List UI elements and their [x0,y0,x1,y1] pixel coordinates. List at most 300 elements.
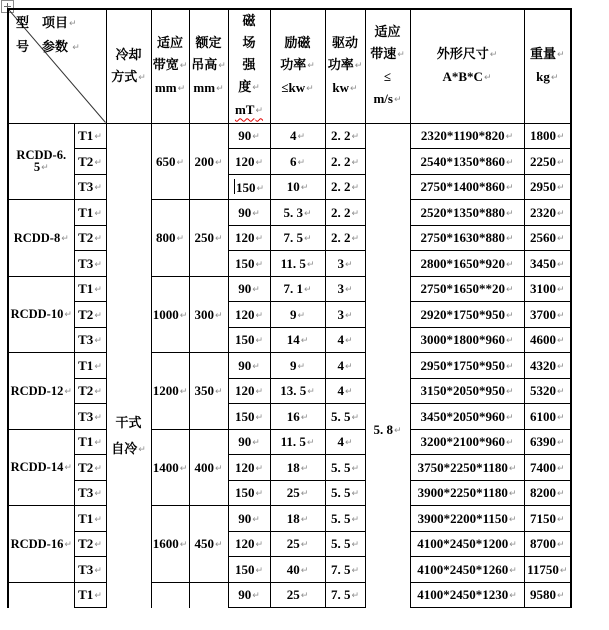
return-mark: ↵ [556,438,565,449]
return-mark: ↵ [306,438,315,449]
return-mark: ↵ [176,234,185,245]
weight-cell[interactable]: 8200↵ [524,480,571,506]
header-line [229,10,270,32]
return-mark: ↵ [351,463,360,474]
corner-bottom-label: 号 参数 ↵ [16,39,80,54]
model-cell[interactable]: RCDD-16↵ [8,506,74,583]
field-strength-cell[interactable]: 150↵ [228,480,270,506]
return-mark: ↵ [179,540,188,551]
excitation-power-cell[interactable]: 7. 5↵ [270,225,325,251]
return-mark: ↵ [397,50,405,61]
header-line [229,32,270,54]
spec-table [7,8,572,608]
return-mark: ↵ [508,463,517,474]
corner-top-label: 型 项目↵ [16,15,77,30]
excitation-power-cell[interactable]: 25↵ [270,531,325,557]
bandwidth-cell[interactable]: 650↵ [151,123,189,200]
type-cell[interactable]: T2↵ [74,149,106,175]
type-cell[interactable]: T2↵ [74,531,106,557]
return-mark: ↵ [300,412,309,423]
drive-power-header[interactable] [325,9,365,123]
return-mark: ↵ [300,463,309,474]
return-mark: ↵ [94,489,102,500]
field-strength-cell[interactable]: 90↵ [228,506,270,532]
return-mark: ↵ [351,234,360,245]
return-mark: ↵ [509,565,517,576]
return-mark: ↵ [179,61,188,72]
bandwidth-cell[interactable] [151,582,189,608]
return-mark: ↵ [252,514,260,525]
table-row [8,225,571,251]
return-mark: ↵ [556,591,565,602]
excitation-power-cell[interactable]: 13. 5↵ [270,378,325,404]
type-cell[interactable]: T1↵ [74,506,106,532]
header-line [366,88,410,111]
weight-cell[interactable]: 6100↵ [524,404,571,430]
field-strength-cell[interactable]: 120↵ [228,149,270,175]
type-cell[interactable]: T3↵ [74,174,106,200]
belt-speed-header[interactable] [365,9,410,123]
return-mark: ↵ [344,438,353,449]
return-mark: ↵ [255,540,264,551]
field-strength-cell[interactable]: 150↵ [228,174,270,200]
drive-power-cell[interactable]: 2. 2↵ [325,200,365,226]
return-mark: ↵ [344,310,353,321]
field-strength-cell[interactable]: 90↵ [228,276,270,302]
return-mark: ↵ [505,361,514,372]
return-mark: ↵ [297,132,306,143]
return-mark: ↵ [505,412,514,423]
bandwidth-header[interactable] [151,9,189,123]
excitation-power-cell[interactable]: 11. 5↵ [270,429,325,455]
return-mark: ↵ [344,336,353,347]
bandwidth-cell[interactable]: 1400↵ [151,429,189,506]
header-line [229,99,270,122]
dims-cell[interactable]: 2750*1650**20↵ [410,276,524,302]
type-cell[interactable]: T3↵ [74,557,106,583]
excitation-power-cell[interactable]: 9↵ [270,302,325,328]
header-line [271,77,325,100]
drive-power-cell[interactable]: 2. 2↵ [325,225,365,251]
header-line [107,44,151,66]
return-mark: ↵ [94,132,102,143]
return-mark: ↵ [255,336,264,347]
return-mark: ↵ [94,591,102,602]
return-mark: ↵ [94,285,102,296]
header-line-text: ≤kw↵ [281,80,314,96]
return-mark: ↵ [344,259,353,270]
hang-height-cell[interactable]: 450↵ [189,506,228,583]
return-mark: ↵ [300,514,309,525]
return-mark: ↵ [300,489,309,500]
header-line-text: 吊高↵ [191,57,226,73]
drive-power-cell[interactable]: 2. 2↵ [325,174,365,200]
bandwidth-cell[interactable]: 800↵ [151,200,189,277]
return-mark: ↵ [505,310,514,321]
excitation-power-cell[interactable]: 25↵ [270,582,325,608]
return-mark: ↵ [64,539,72,550]
drive-power-cell[interactable]: 2. 2↵ [325,123,365,149]
belt-speed-cell[interactable]: 5. 8↵ [365,123,410,608]
model-cell[interactable]: RCDD-10↵ [8,276,74,353]
drive-power-cell[interactable]: 5. 5↵ [325,506,365,532]
return-mark: ↵ [556,463,565,474]
header-line [229,76,270,99]
return-mark: ↵ [179,310,188,321]
table-row [8,557,571,583]
drive-power-cell[interactable]: 5. 5↵ [325,480,365,506]
return-mark: ↵ [214,157,223,168]
type-cell[interactable]: T1↵ [74,582,106,608]
drive-power-cell[interactable]: 3↵ [325,251,365,277]
table-row [8,302,571,328]
type-cell[interactable]: T1↵ [74,123,106,149]
drive-power-cell[interactable]: 7. 5↵ [325,582,365,608]
return-mark: ↵ [556,50,565,61]
return-mark: ↵ [94,208,102,219]
field-strength-cell[interactable]: 150↵ [228,404,270,430]
return-mark: ↵ [214,540,223,551]
return-mark: ↵ [351,157,360,168]
return-mark: ↵ [255,387,264,398]
return-mark: ↵ [351,565,360,576]
return-mark: ↵ [214,387,223,398]
hang-height-cell[interactable]: 350↵ [189,353,228,430]
header-line-text: 带速↵ [370,46,405,62]
weight-cell[interactable]: 2320↵ [524,200,571,226]
excitation-power-cell[interactable]: 7. 1↵ [270,276,325,302]
field-strength-cell[interactable]: 120↵ [228,531,270,557]
dims-cell[interactable]: 2950*1750*950↵ [410,353,524,379]
type-cell[interactable]: T2↵ [74,225,106,251]
dims-cell[interactable]: 4100*2450*1230↵ [410,582,524,608]
excitation-power-cell[interactable]: 5. 3↵ [270,200,325,226]
header-line-text: 方式↵ [111,68,146,84]
weight-cell[interactable]: 9580↵ [524,582,571,608]
field-strength-cell[interactable]: 120↵ [228,455,270,481]
dims-cell[interactable]: 4100*2450*1200↵ [410,531,524,557]
weight-cell[interactable]: 7400↵ [524,455,571,481]
return-mark: ↵ [351,132,360,143]
model-cell[interactable]: RCDD-8↵ [8,200,74,277]
return-mark: ↵ [64,463,72,473]
return-mark: ↵ [505,234,514,245]
excitation-power-cell[interactable]: 9↵ [270,353,325,379]
return-mark: ↵ [94,259,102,270]
hang-height-cell[interactable]: 250↵ [189,200,228,277]
excitation-power-cell[interactable]: 11. 5↵ [270,251,325,277]
return-mark: ↵ [354,61,363,72]
return-mark: ↵ [252,83,260,94]
header-row [8,9,571,123]
return-mark: ↵ [303,285,312,296]
return-mark: ↵ [94,310,102,321]
bandwidth-cell[interactable]: 1000↵ [151,276,189,353]
type-cell[interactable]: T2↵ [74,302,106,328]
return-mark: ↵ [489,50,498,61]
return-mark: ↵ [509,540,517,551]
drive-power-cell[interactable]: 4↵ [325,429,365,455]
return-mark: ↵ [179,463,188,474]
dims-cell[interactable]: 2920*1750*950↵ [410,302,524,328]
weight-cell[interactable]: 5320↵ [524,378,571,404]
table-row [8,353,571,379]
type-cell[interactable]: T1↵ [74,200,106,226]
header-line-text: m/s↵ [373,91,402,107]
excitation-power-cell[interactable]: 6↵ [270,149,325,175]
drive-power-cell[interactable]: 4↵ [325,327,365,353]
header-line [190,54,228,77]
drive-power-cell[interactable]: 2. 2↵ [325,149,365,175]
dims-cell[interactable]: 3900*2250*1180↵ [410,480,524,506]
table-row [8,174,571,200]
header-line-text: 冷却 [115,46,142,62]
table-row [8,429,571,455]
return-mark: ↵ [505,183,514,194]
return-mark: ↵ [350,84,358,95]
dims-header[interactable] [410,9,524,123]
model-cell[interactable]: RCDD-12↵ [8,353,74,430]
text-cursor [234,179,235,194]
model-cell[interactable]: RCDD-14↵ [8,429,74,506]
return-mark: ↵ [252,208,260,219]
return-mark: ↵ [556,208,565,219]
type-cell[interactable]: T3↵ [74,327,106,353]
excitation-power-cell[interactable]: 16↵ [270,404,325,430]
header-line-text: kg↵ [536,69,559,85]
header-line-text: 适应 [156,35,183,51]
return-mark: ↵ [505,208,514,219]
header-line-text: 磁 [242,13,256,29]
field-strength-header[interactable] [228,9,270,123]
cooling-cell[interactable]: 干式 自冷↵ [106,123,151,608]
return-mark: ↵ [556,412,565,423]
dims-cell[interactable]: 3200*2100*960↵ [410,429,524,455]
weight-cell[interactable]: 4600↵ [524,327,571,353]
dims-cell[interactable]: 4100*2450*1260↵ [410,557,524,583]
excitation-power-cell[interactable]: 40↵ [270,557,325,583]
header-line [411,66,524,89]
dims-cell[interactable]: 3000*1800*960↵ [410,327,524,353]
return-mark: ↵ [216,84,224,95]
header-line [229,54,270,76]
excitation-power-cell[interactable]: 18↵ [270,506,325,532]
type-cell[interactable]: T1↵ [74,276,106,302]
hang-height-cell[interactable] [189,582,228,608]
header-line [107,66,151,89]
header-line-text: mT↵ [234,102,264,118]
cooling-header[interactable] [106,9,151,123]
dims-cell[interactable]: 3450*2050*960↵ [410,404,524,430]
field-strength-cell[interactable]: 150↵ [228,557,270,583]
return-mark: ↵ [64,386,72,397]
weight-cell[interactable]: 8700↵ [524,531,571,557]
return-mark: ↵ [556,285,565,296]
return-mark: ↵ [255,565,264,576]
hang-height-cell[interactable]: 300↵ [189,276,228,353]
weight-cell[interactable]: 1800↵ [524,123,571,149]
hang-height-cell[interactable]: 200↵ [189,123,228,200]
drive-power-cell[interactable]: 5. 5↵ [325,531,365,557]
header-line-text: mm↵ [154,80,186,96]
return-mark: ↵ [303,234,312,245]
header-line [366,43,410,66]
return-mark: ↵ [255,234,264,245]
field-strength-cell[interactable]: 90↵ [228,200,270,226]
return-mark: ↵ [303,208,312,219]
type-cell[interactable]: T3↵ [74,404,106,430]
return-mark: ↵ [94,157,102,168]
field-strength-cell[interactable]: 90↵ [228,123,270,149]
weight-cell[interactable]: 2250↵ [524,149,571,175]
return-mark: ↵ [559,565,568,576]
return-mark: ↵ [94,438,102,449]
excitation-power-cell[interactable]: 10↵ [270,174,325,200]
return-mark: ↵ [300,540,309,551]
return-mark: ↵ [483,73,492,84]
return-mark: ↵ [61,233,69,244]
type-cell[interactable]: T3↵ [74,251,106,277]
header-line [326,77,365,100]
table-row [8,378,571,404]
return-mark: ↵ [556,157,565,168]
field-strength-cell[interactable]: 120↵ [228,302,270,328]
type-cell[interactable]: T1↵ [74,429,106,455]
type-cell[interactable]: T2↵ [74,455,106,481]
return-mark: ↵ [556,387,565,398]
weight-cell[interactable]: 2950↵ [524,174,571,200]
drive-power-cell[interactable]: 5. 5↵ [325,455,365,481]
hang-height-header[interactable] [189,9,228,123]
return-mark: ↵ [214,463,223,474]
return-mark: ↵ [179,387,188,398]
header-line-text: 适应 [374,24,401,40]
return-mark: ↵ [94,540,102,551]
return-mark: ↵ [351,183,360,194]
dims-cell[interactable]: 2320*1190*820↵ [410,123,524,149]
field-strength-cell[interactable]: 150↵ [228,327,270,353]
header-line-text: kw↵ [332,80,358,96]
type-cell[interactable]: T2↵ [74,378,106,404]
weight-cell[interactable]: 2560↵ [524,225,571,251]
drive-power-cell[interactable]: 3↵ [325,302,365,328]
excitation-power-cell[interactable]: 18↵ [270,455,325,481]
dims-cell[interactable]: 2750*1400*860↵ [410,174,524,200]
weight-cell[interactable]: 6390↵ [524,429,571,455]
weight-cell[interactable]: 3700↵ [524,302,571,328]
header-line [190,32,228,54]
return-mark: ↵ [505,132,514,143]
table-row [8,506,571,532]
type-cell[interactable]: T3↵ [74,480,106,506]
return-mark: ↵ [255,157,264,168]
return-mark: ↵ [556,336,565,347]
table-row [8,531,571,557]
corner-cell[interactable] [8,9,106,123]
return-mark: ↵ [72,43,80,53]
weight-cell[interactable]: 11750↵ [524,557,571,583]
hang-height-cell[interactable]: 400↵ [189,429,228,506]
header-line [271,32,325,54]
return-mark: ↵ [556,132,565,143]
return-mark: ↵ [214,310,223,321]
dims-cell[interactable]: 2750*1630*880↵ [410,225,524,251]
header-line [152,32,189,54]
weight-cell[interactable]: 3100↵ [524,276,571,302]
excitation-power-cell[interactable]: 4↵ [270,123,325,149]
excitation-power-header[interactable] [270,9,325,123]
return-mark: ↵ [300,183,309,194]
return-mark: ↵ [556,234,565,245]
bandwidth-cell[interactable]: 1200↵ [151,353,189,430]
return-mark: ↵ [393,95,402,106]
return-mark: ↵ [94,565,102,576]
header-line-text: 功率↵ [327,57,363,73]
return-mark: ↵ [556,540,565,551]
return-mark: ↵ [255,489,264,500]
return-mark: ↵ [252,438,260,449]
type-cell[interactable]: T1↵ [74,353,106,379]
return-mark: ↵ [306,259,315,270]
drive-power-cell[interactable]: 5. 5↵ [325,404,365,430]
excitation-power-cell[interactable]: 14↵ [270,327,325,353]
dims-cell[interactable]: 3900*2200*1150↵ [410,506,524,532]
return-mark: ↵ [255,310,264,321]
return-mark: ↵ [252,285,260,296]
field-strength-cell[interactable]: 90↵ [228,582,270,608]
drive-power-cell[interactable]: 3↵ [325,276,365,302]
return-mark: ↵ [69,19,77,29]
weight-cell[interactable]: 4320↵ [524,353,571,379]
drive-power-cell[interactable]: 7. 5↵ [325,557,365,583]
field-strength-cell[interactable]: 90↵ [228,429,270,455]
return-mark: ↵ [556,489,565,500]
weight-cell[interactable]: 3450↵ [524,251,571,277]
table-row [8,123,571,149]
weight-header[interactable] [524,9,571,123]
header-line-text: mm↵ [193,80,224,96]
excitation-power-cell[interactable]: 25↵ [270,480,325,506]
field-strength-cell[interactable]: 120↵ [228,378,270,404]
weight-cell[interactable]: 7150↵ [524,506,571,532]
bandwidth-cell[interactable]: 1600↵ [151,506,189,583]
return-mark: ↵ [177,84,186,95]
model-cell[interactable]: RCDD-6. 5↵ [8,123,74,200]
header-line [271,54,325,77]
return-mark: ↵ [556,259,565,270]
field-strength-cell[interactable]: 90↵ [228,353,270,379]
drive-power-cell[interactable]: 4↵ [325,353,365,379]
return-mark: ↵ [344,361,353,372]
model-cell[interactable] [8,582,74,608]
table-row [8,251,571,277]
return-mark: ↵ [556,183,565,194]
header-line-text: 驱动 [331,35,358,51]
return-mark: ↵ [94,463,102,474]
table-body [8,123,571,608]
return-mark: ↵ [218,61,226,72]
dims-cell[interactable]: 3750*2250*1180↵ [410,455,524,481]
dims-cell[interactable]: 2540*1350*860↵ [410,149,524,175]
dims-cell[interactable]: 2520*1350*880↵ [410,200,524,226]
drive-power-cell[interactable]: 4↵ [325,378,365,404]
dims-cell[interactable]: 2800*1650*920↵ [410,251,524,277]
return-mark: ↵ [255,412,264,423]
dims-cell[interactable]: 3150*2050*950↵ [410,378,524,404]
field-strength-cell[interactable]: 150↵ [228,251,270,277]
field-strength-cell[interactable]: 120↵ [228,225,270,251]
table-row [8,404,571,430]
